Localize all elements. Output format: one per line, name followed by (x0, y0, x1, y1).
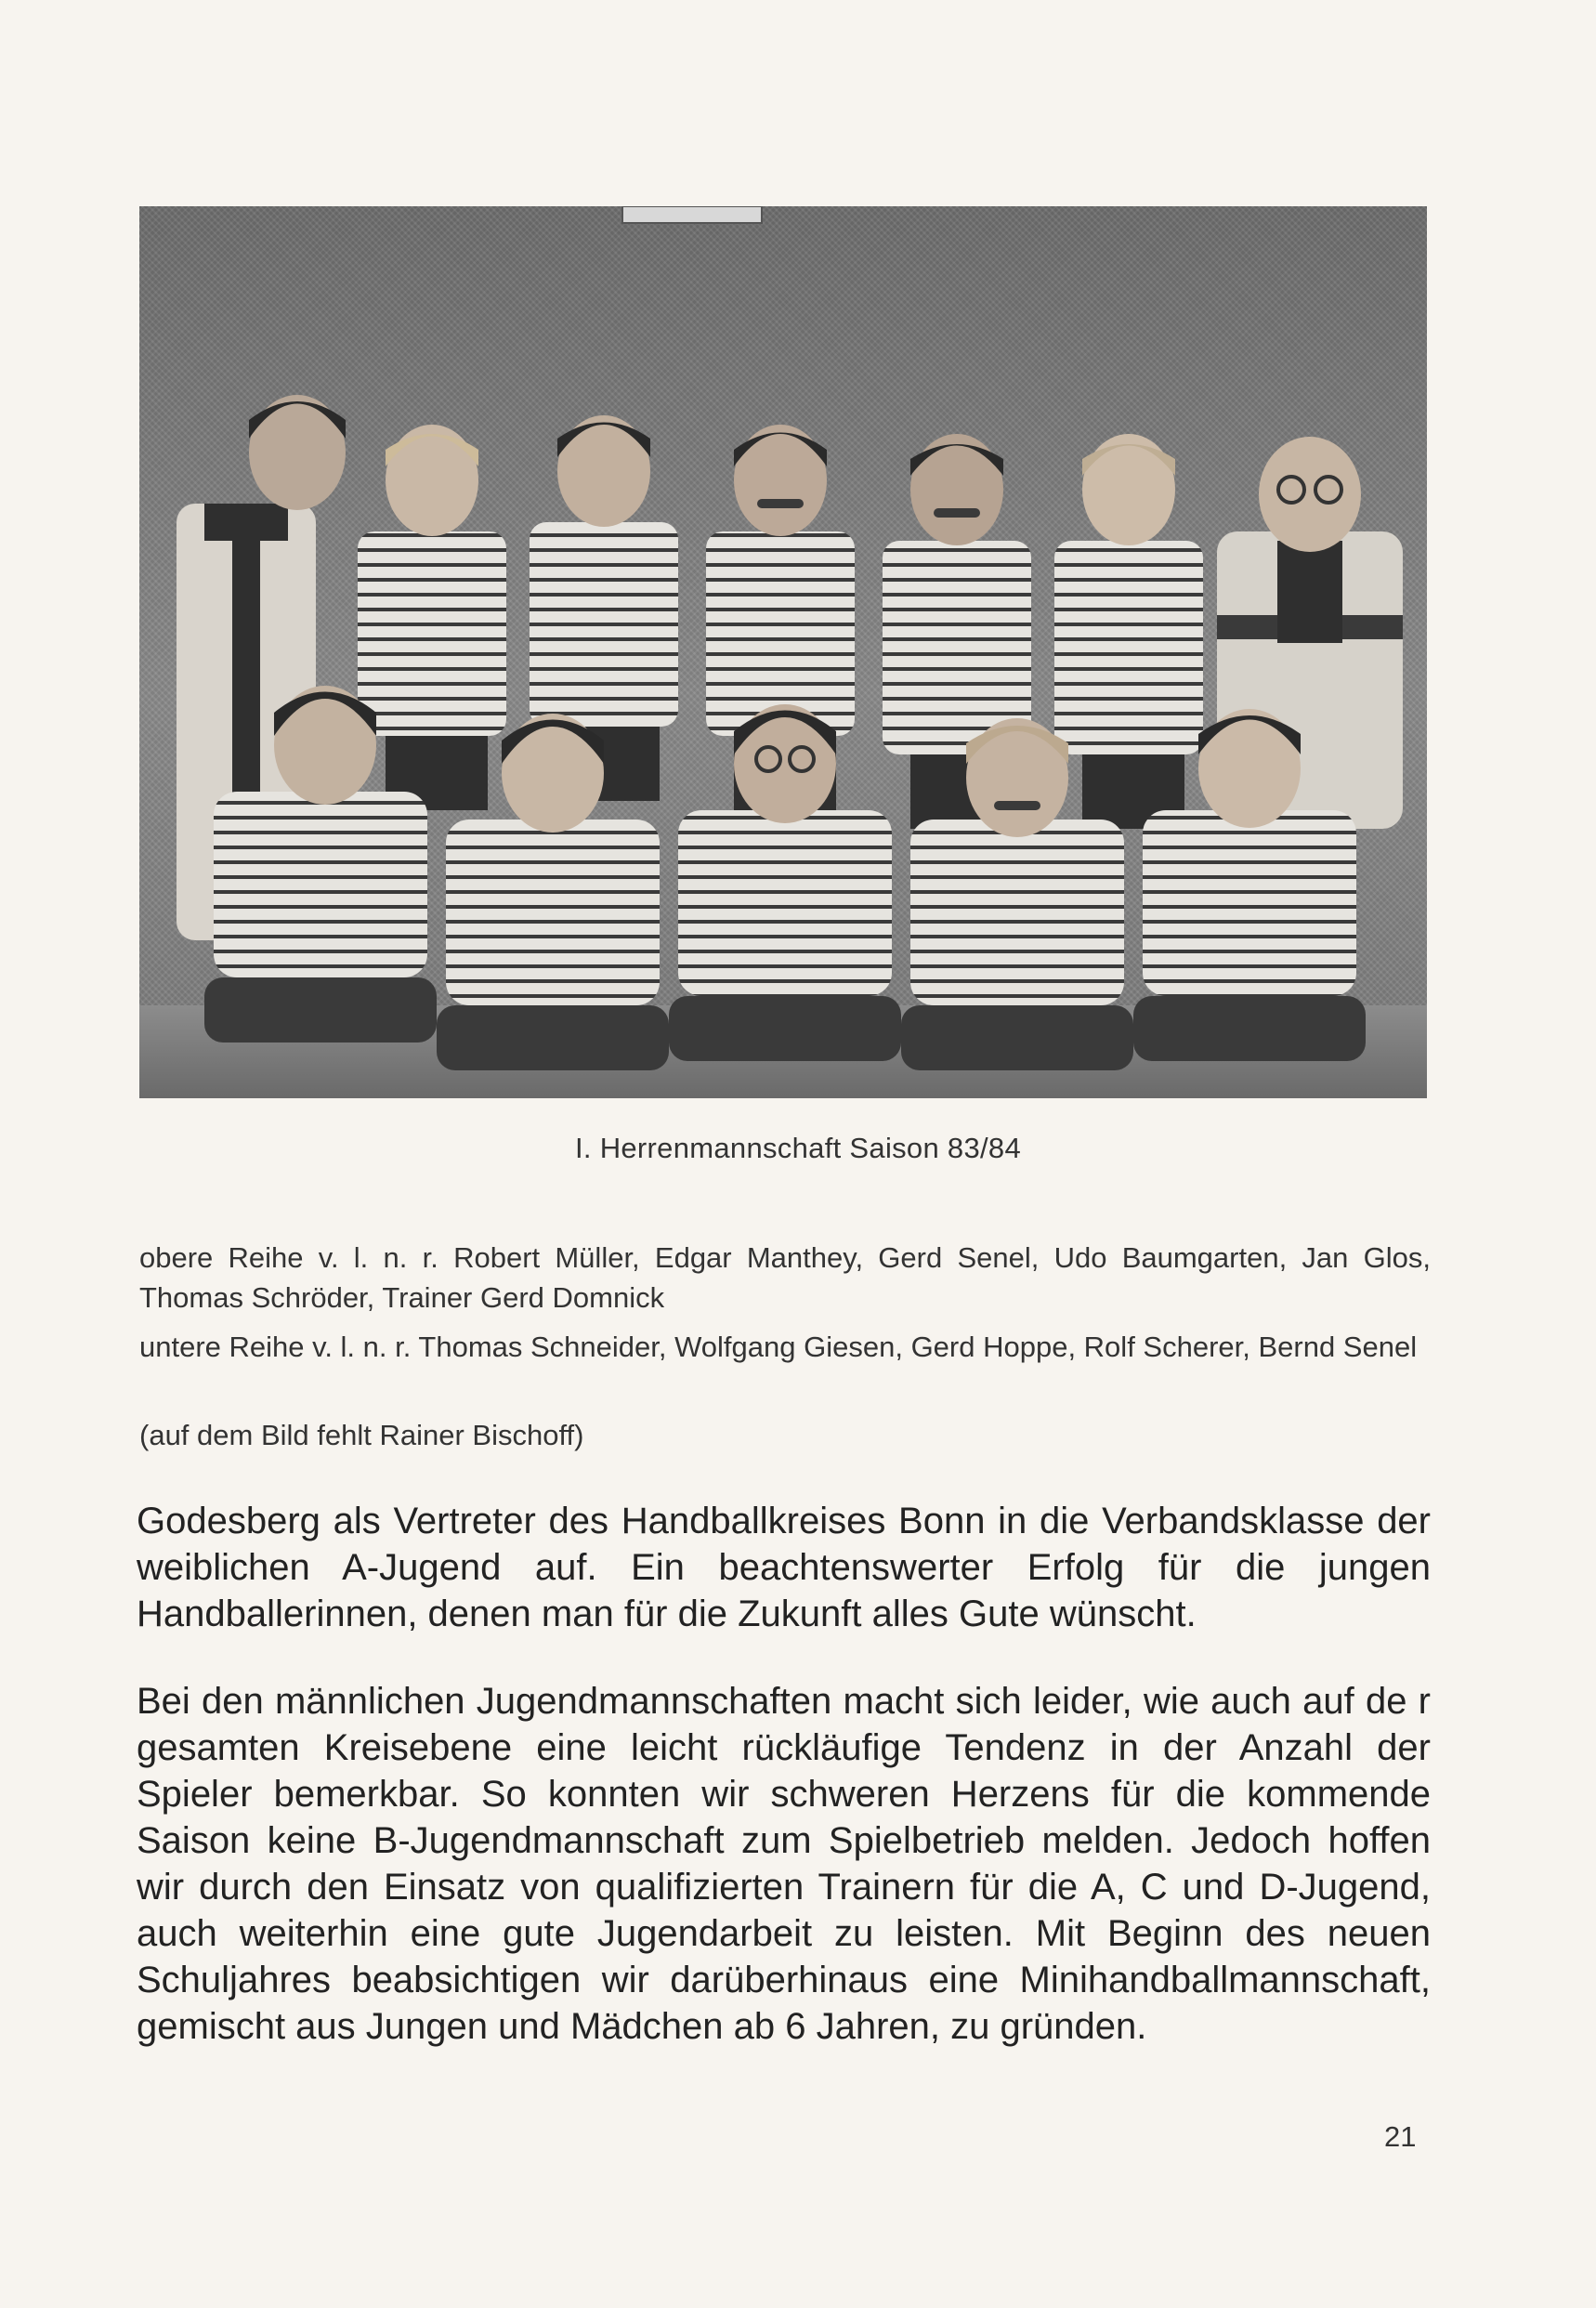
paragraph-2: Bei den männlichen Jugendmannschaften macht sich leider, wie auch auf de r gesamten Kreisebene eine leicht rückläufige Tendenz in der Anzahl der Spieler bemerkbar. So konnten wir schweren Herzens für die kommende Saison keine B-Jugendmannschaft zum Spielbetrieb melden. Jedoch hoffen wir durch den Einsatz von qualifizierten Trainern für die A, C und D-Jugend, auch weiterhin eine gute Jugendarbeit zu leisten. Mit Beginn des neuen Schuljahres beabsichtigen wir darüberhinaus eine Minihandballmannschaft, gemischt aus Jungen und Mädchen ab 6 Jahren, zu gründen. (137, 1681, 1431, 2047)
missing-player-note: (auf dem Bild fehlt Rainer Bischoff) (139, 1419, 584, 1451)
photo-caption: I. Herrenmannschaft Saison 83/84 (574, 1132, 1022, 1164)
team-photo (139, 206, 1427, 1098)
names-block-bottom (139, 1327, 1431, 1367)
paragraph-2-block (137, 1678, 1431, 2050)
names-note-block (139, 1415, 1431, 1455)
bottom-row-names: untere Reihe v. l. n. r. Thomas Schneider, Wolfgang Giesen, Gerd Hoppe, Rolf Scherer, Bernd Senel (139, 1331, 1418, 1363)
top-row-names: obere Reihe v. l. n. r. Robert Müller, Edgar Manthey, Gerd Senel, Udo Baumgarten, Jan Glos, Thomas Schröder, Trainer Gerd Domnick (139, 1241, 1431, 1314)
page-number: 21 (1384, 2120, 1417, 2153)
names-block (139, 1238, 1431, 1318)
paragraph-1-block (137, 1498, 1431, 1637)
paragraph-1: Godesberg als Vertreter des Handballkreises Bonn in die Verbandsklasse der weiblichen A-Jugend auf. Ein beachtenswerter Erfolg für die jungen Handballerinnen, denen man für die Zukunft alles Gute wünscht. (137, 1501, 1431, 1634)
